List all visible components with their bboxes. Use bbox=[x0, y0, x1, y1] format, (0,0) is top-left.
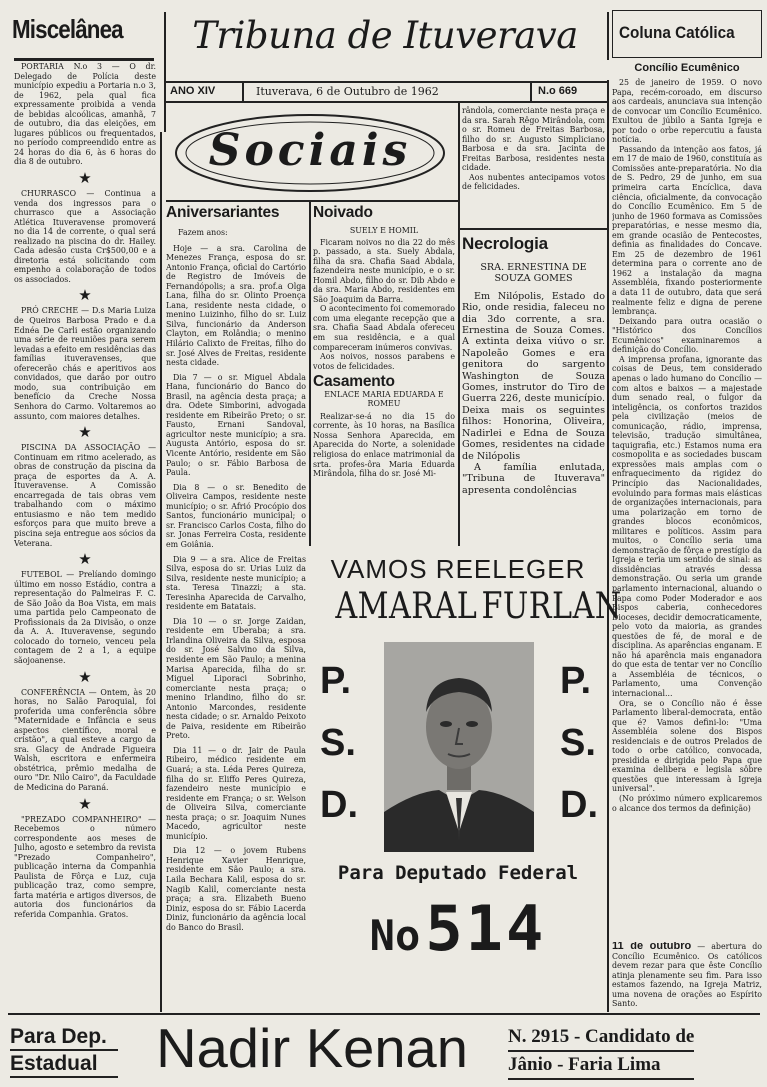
noivado-text: O acontecimento foi comemorado com uma elegante recepção que a sra. Chafia Saad Abdala ofereceu em sua residência, e a qual compareceram inúmeros convivas. bbox=[313, 304, 455, 352]
candidate-number: 514 bbox=[425, 892, 547, 965]
candidate-portrait bbox=[384, 642, 534, 852]
casamento-heading: Casamento bbox=[313, 373, 395, 391]
ad-candidacy-line: Jânio - Faria Lima bbox=[508, 1052, 694, 1080]
necrologia-heading: Necrologia bbox=[462, 234, 548, 253]
dateline-sep bbox=[242, 82, 244, 101]
ad-office: Para Deputado Federal bbox=[337, 862, 579, 884]
party-letter: P. bbox=[320, 660, 352, 702]
aniversariantes-section bbox=[166, 204, 306, 1009]
necrologia-text: A família enlutada, "Tribuna de Ituverava" apresenta condolências bbox=[462, 461, 605, 496]
noivado-heading: Noivado bbox=[313, 204, 373, 221]
birthday-entry: Dia 8 — o sr. Benedito de Oliveira Campos, residente neste município; o sr. Afrió Procópio dos Santos, funcionário municipal; o sr. Francisco Carlos Costa, filho do sr. Jonas Ferreira Costa, residente em Goiânia. bbox=[166, 482, 306, 549]
number-prefix: No bbox=[369, 911, 421, 960]
catholic-paragraph: A imprensa profana, ignorante das coisas de Deus, tem considerado apenas o lado humano do Concílio — com altos e baixos — a majestade dum senado real, o fulgor da inteligência, os confortos trazidos pela civilização (meios de comunicação, rádio, imprensa, televisão, tradução simultânea, taquigrafia, etc.) Estamos numa era cosmopolita e as sociedades buscam expressões mais amplas com o enfraquecimento da rigidez do Princípio das Nacionalidades, evoluindo para formas mais elásticas de organizações internacionais, para uma polarização em torno de grandes blocos econômicos, militares e políticos. Assim para muitos, o Concílio seria uma demonstração de fôrça e prestígio da Igreja e teria um sentido de sinal: as dissidências através dessa demonstração. Ou seria um grande parlamento internacional, aluando o Papa como Poder Moderador e aos Bispos caberia, conhecedores Dioceses, decidir democraticamente, pelo voto da maioria, as grandes questões de fé, de moral e de disciplina. As aparências enganam. E não há aparência mais enganadora do que esta de tentar ver no Concílio a Assembléia de técnicos, o Parlamento, uma Convenção internacional... bbox=[612, 354, 762, 698]
sociais-col-rule bbox=[309, 201, 311, 546]
aniversariantes-heading: Aniversariantes bbox=[166, 204, 280, 221]
ad-candidate-name: Nadir Kenan bbox=[156, 1017, 468, 1079]
miscelanea-title: Miscelânea bbox=[12, 14, 123, 44]
birthday-entry: Dia 12 — o jovem Rubens Henrique Xavier Henrique, residente em São Paulo; a sra. Laila Bechara Kalil, esposa do sr. Nagib Kalil, comerciante nesta praça; a sra. Elizabeth Bueno Diniz, esposa do sr. Fábio Lacerda Diniz, funcionário da agência local do Banco do Brasil. bbox=[166, 846, 306, 932]
news-item: CHURRASCO — Continua a venda dos ingressos para o churrasco que a Associação Atlética Ituveravense promoverá no dia 14 de corrente, o qual será realizado na piscina do dr. Hailey. Cada adesão custa Cr$500,00 e a diretoria está solicitando com empenho a colaboração de todos os associados. bbox=[14, 189, 156, 284]
paper-name: Tribuna de Ituverava bbox=[192, 14, 578, 57]
dateline-bottom-rule bbox=[166, 101, 607, 103]
catholic-paragraph: Passando da intenção aos fatos, já em 17 de maio de 1960, constituía as Comissões ante-preparatória. No dia de S. Pedro, 29 de junho, em sua primeira carta Encíclica, dava ciência, oficialmente, da convocação do Concílio Ecumênico. Em 5 de junho de 1960 formava as Comissões preparatórias, e nesse mesmo dia, em grande ocasião de Pentecostes, definia as finalidades do Concave. Em 25 de dezembro de 1961 determina para o corrente ano de 1962 a instalação da magna Assembléia, fixando posteriormente a data 11 de outubro, data que será realmente feliz e digna de perene lembrança. bbox=[612, 144, 762, 317]
amaral-furlan-ad bbox=[312, 550, 622, 1010]
casamento-continued: rândola, comerciante nesta praça e da sra. Sarah Rêgo Mirândola, com o sr. Romeu de Freitas Barbosa, filho do sr. Augusto Simpliciano Barbosa e da sra. Jacinta de Freitas Barbosa, residentes nesta cidade. bbox=[462, 106, 605, 173]
catholic-paragraph: (No próximo número explicaremos o alcance dos termos da definição) bbox=[612, 794, 762, 813]
noivado-section bbox=[313, 204, 455, 544]
ad-office-line: Para Dep. bbox=[10, 1024, 118, 1051]
star-divider: ★ bbox=[78, 550, 92, 569]
birthday-entry: Dia 11 — o dr. Jair de Paula Ribeiro, médico residente em Guará; a sta. Léda Peres Quireza, filha do sr. Eliffo Peres Quireza, fazendeiro neste município e residente em França; o sr. Welson de Oliveira Silva, comerciante nesta praça; o sr. Joaquim Nunes Macedo, agricultor neste município. bbox=[166, 745, 306, 841]
news-item: PISCINA DA ASSOCIAÇÃO — Continuam em ritmo acelerado, as obras de construção da piscina da praça de esportes da A. A. Ituveravense. A Comissão encarregada de tais obras vem trabalhando com o máximo entusiasmo e não tem medido esforços para que muito breve a piscina seja entregue aos sócios da Veterana. bbox=[14, 443, 156, 548]
bottom-ad-top-rule bbox=[8, 1013, 760, 1015]
issue-number: N.o 669 bbox=[538, 85, 578, 97]
necrologia-top-rule bbox=[460, 228, 607, 230]
party-letter: D. bbox=[320, 784, 358, 826]
ad-candidacy-line: N. 2915 - Candidato de bbox=[508, 1024, 694, 1052]
left-title-rule bbox=[14, 58, 154, 61]
noivado-text: Aos noivos, nossos parabens e votos de felicidades. bbox=[313, 352, 455, 371]
dateline-sep bbox=[530, 82, 532, 101]
party-letter: S. bbox=[320, 722, 356, 764]
birthday-entry: Dia 7 — o sr. Miguel Abdala Hana, funcionário do Banco do Brasil, na agência desta praça; a dra. Odete Simborini, advogada residente em Ribeirão Preto; o sr. Fausto, Ernani Sandoval, agricultor neste município; a sra. Augusta Antório, esposa do sr. Vicente Antório, residente em São Paulo; o sr. Fábio Barbosa de Paula. bbox=[166, 372, 306, 478]
ad-office-label bbox=[10, 1024, 118, 1078]
october-label: 11 de outubro bbox=[612, 942, 692, 952]
candidate-last-name: FURLAN bbox=[481, 586, 622, 627]
news-item: CONFERÊNCIA — Ontem, às 20 horas, no Salão Paroquial, foi proferida uma conferência sôbre "Maternidade e Infância e seus aspectos científico, moral e cristão", a qual esteve a cargo da sra. Glacy de Andrade Figueira Walsh, escritora e enfermeira obstétrica, prêmio medalha de ouro "Dr. Nilo Cairo", da Faculdade de Medicina do Paraná. bbox=[14, 687, 156, 792]
catholic-paragraph: Deixando para outra ocasião o "Histórico dos Concílios Ecumênicos" examinaremos a definição do Concílio. bbox=[612, 316, 762, 355]
casamento-names: ENLACE MARIA EDUARDA E ROMEU bbox=[324, 389, 444, 409]
catholic-paragraph: Ora, se o Concílio não é êsse Parlamento liberal-democrata, então que é? Vamos defini-lo: "Uma Assembléia solene dos Bispos residenciais e de outros Prelados de todo o orbe católico, convocada, presidida e dirigida pelo Papa que examina delibera e legisla sôbre questões que interessam à Igreja universal". bbox=[612, 698, 762, 794]
dateline-text: Ituverava, 6 de Outubro de 1962 bbox=[256, 85, 439, 98]
sociais-col-rule bbox=[458, 103, 460, 546]
party-letter: P. bbox=[560, 660, 592, 702]
volume-label: ANO XIV bbox=[170, 85, 216, 97]
news-item: FUTEBOL — Prelíando domingo último em nosso Estádio, contra a representação do Palmeiras F. C. de São João da Boa Vista, em mais uma partida pelo Campeonato de Profissionais da 2a Divisão, o onze da A. A. Ituveravense, segundo colocado do torneio, venceu pela contagem de 2 a 1, a equipe sãojoanense. bbox=[14, 570, 156, 665]
birthday-entry: Dia 9 — a sra. Alice de Freitas Silva, esposa do sr. Urias Luiz da Silva, residente neste município; a sta. Teresa Tinazzi; a sta. Teresinha Aparecida de Carvalho, residente em Batatais. bbox=[166, 554, 306, 612]
star-divider: ★ bbox=[78, 794, 92, 813]
party-letters-right bbox=[560, 650, 600, 836]
ad-office-line: Estadual bbox=[10, 1051, 118, 1078]
candidate-photo bbox=[384, 642, 534, 852]
catholic-paragraph: 25 de janeiro de 1959. O novo Papa, recém-coroado, em discurso aos cardeais, anunciava sua intenção de convocar um Concílio Ecumênico. Exultou de júbilo a Santa Igreja e por todo o orbe repercutiu a fausta notícia. bbox=[612, 78, 762, 145]
necrologia-names: SRA. ERNESTINA DE SOUZA GOMES bbox=[480, 262, 587, 285]
birthday-entry: Hoje — a sra. Carolina de Menezes França, esposa do sr. Antonio França, oficial do Cartório de Registro de Imóveis de Fernandópolis; a sra. prof.a Olga Lana, filha do sr. Olinto Proença Lana, residente nesta cidade, o menino Luizinho, filho do sr. Luiz Silva, funcionário da Anderson Clayton, em Rolândia; o menino Hilário Calixto de Freitas, filho do sr. José Alves de Freitas, residente nesta cidade. bbox=[166, 243, 306, 368]
noivado-text: Ficaram noivos no dia 22 do mês p. passado, a sta. Suely Abdala, filha da sra. Chafia Saad Abdala, fazendeira neste município, e o sr. Homil Abdo, filho do sr. Dib Abdo e da sra. Maria Abdo, residentes em São Joaquim da Barra. bbox=[313, 237, 455, 304]
necrologia-text: Em Nilópolis, Estado do Rio, onde residia, faleceu no dia 3do corrente, a sra. Ernestina de Souza Comes. A extinta deixa viúvo o sr. Napoleão Gomes e era genitora do sargento Washington de Souza Gomes, instrutor do Tiro de Guerra 226, deste município. Deixa mais os seguintes filhos: Honorina, Oliveira, Nadirlei e Edna de Souza Gomes, residentes na cidade de Nilópolis bbox=[462, 290, 605, 462]
party-letter: S. bbox=[560, 722, 596, 764]
news-item: PORTARIA N.o 3 — O dr. Delegado de Polícia deste município expediu a Portaria n.o 3, de 1962, pela qual fica expressamente proibida a venda de bebidas alcoólicas, amanhã, 7 de outubro, dia das eleições, em lugares públicos ou frequentados, no período compreendido entre as 24 horas do dia 6, às 6 horas do dia 8 de outubro. bbox=[14, 62, 156, 167]
casamento-wishes: Aos nubentes antecipamos votos de felicidades. bbox=[462, 172, 605, 192]
candidate-first-name: AMARAL bbox=[335, 586, 478, 627]
ad-number-line bbox=[312, 892, 604, 965]
dateline-bar bbox=[166, 82, 607, 101]
star-divider: ★ bbox=[78, 286, 92, 305]
nadir-kenan-ad bbox=[8, 1016, 760, 1082]
coluna-catolica-box bbox=[612, 10, 762, 58]
sociais-top-rule bbox=[166, 200, 459, 202]
news-item: "PREZADO COMPANHEIRO" — Recebemos o número correspondente aos meses de Julho, agosto e setembro da revista "Prezado Companheiro", publicação interna da Companhia Paulista de Fôrça e Luz, cuja publicação traz, como sempre, farta matéria e artigos diversos, de autoria dos funcionários da referida Companhia. Gratos. bbox=[14, 814, 156, 920]
sociais-logo-text: Sociais bbox=[208, 125, 412, 176]
coluna-catolica-column bbox=[612, 78, 762, 938]
news-item: PRÓ CRECHE — D.s Maria Luiza de Queiros Barbosa Prado e d.a Ednéa De Carli estão organizando uma série de reuniões para serem levadas a efeito em residências das famílias ituveravenses, que oferecerão chás e aperitivos aos convidados, que darão por outro modo, sua contribuição em benefício da Creche Nossa Senhora do Carmo. Voltaremos ao assunto, com maiores detalhes. bbox=[14, 306, 156, 421]
party-letters-left bbox=[320, 650, 360, 836]
star-divider: ★ bbox=[78, 667, 92, 686]
right-column-rule bbox=[607, 80, 609, 1012]
sociais-logo-box bbox=[166, 105, 454, 201]
coluna-catolica-title: Coluna Católica bbox=[619, 23, 735, 42]
noivado-names: SUELY E HOMIL bbox=[349, 226, 419, 235]
october-notice bbox=[612, 942, 762, 1010]
birthday-entry: Dia 10 — o sr. Jorge Zaidan, residente em Uberaba; a sra. Irlandina Oliveira da Silva, esposa do sr. José Salvino da Silva, residente em São Paulo; a menina Marisa Aparecida, filha do sr. Miguel Liporaci Sobrinho, comerciante nesta praça; o menino Irlandino, filho do sr. Antonio Marcondes, residente nesta cidade; o sr. Arnaldo Peixoto de Paiva, residente em Ribeirão Preto. bbox=[166, 616, 306, 741]
ad-slogan: VAMOS REELEGER bbox=[330, 554, 586, 584]
left-column-rule bbox=[160, 132, 162, 1012]
star-divider: ★ bbox=[78, 423, 92, 442]
miscelanea-column bbox=[14, 62, 156, 1007]
concilio-subtitle: Concílio Ecumênico bbox=[634, 62, 740, 74]
ad-candidate-name bbox=[335, 586, 622, 627]
star-divider: ★ bbox=[78, 169, 92, 188]
masthead-right-rule bbox=[607, 12, 609, 60]
aniversariantes-lead: Fazem anos: bbox=[178, 228, 228, 237]
party-letter: D. bbox=[560, 784, 598, 826]
necrologia-section bbox=[462, 256, 605, 544]
october-text: — abertura do Concílio Ecumênico. Os católicos devem rezar para que êste Concílio atinja plenamente seu fim. Para isso estamos fazendo, na Igreja Matriz, uma novena de orações ao Espírito Santo. bbox=[612, 942, 762, 1009]
casamento-text: Realizar-se-á no dia 15 do corrente, às 10 horas, na Basílica Nossa Senhora Aparecida, em Aparecida do Norte, a solenidade religiosa do enlace matrimonial da srta. profes-ôra Maria Eduarda Mirândola, filha do sr. José Mi- bbox=[313, 411, 455, 479]
ad-candidacy-label bbox=[508, 1024, 694, 1080]
